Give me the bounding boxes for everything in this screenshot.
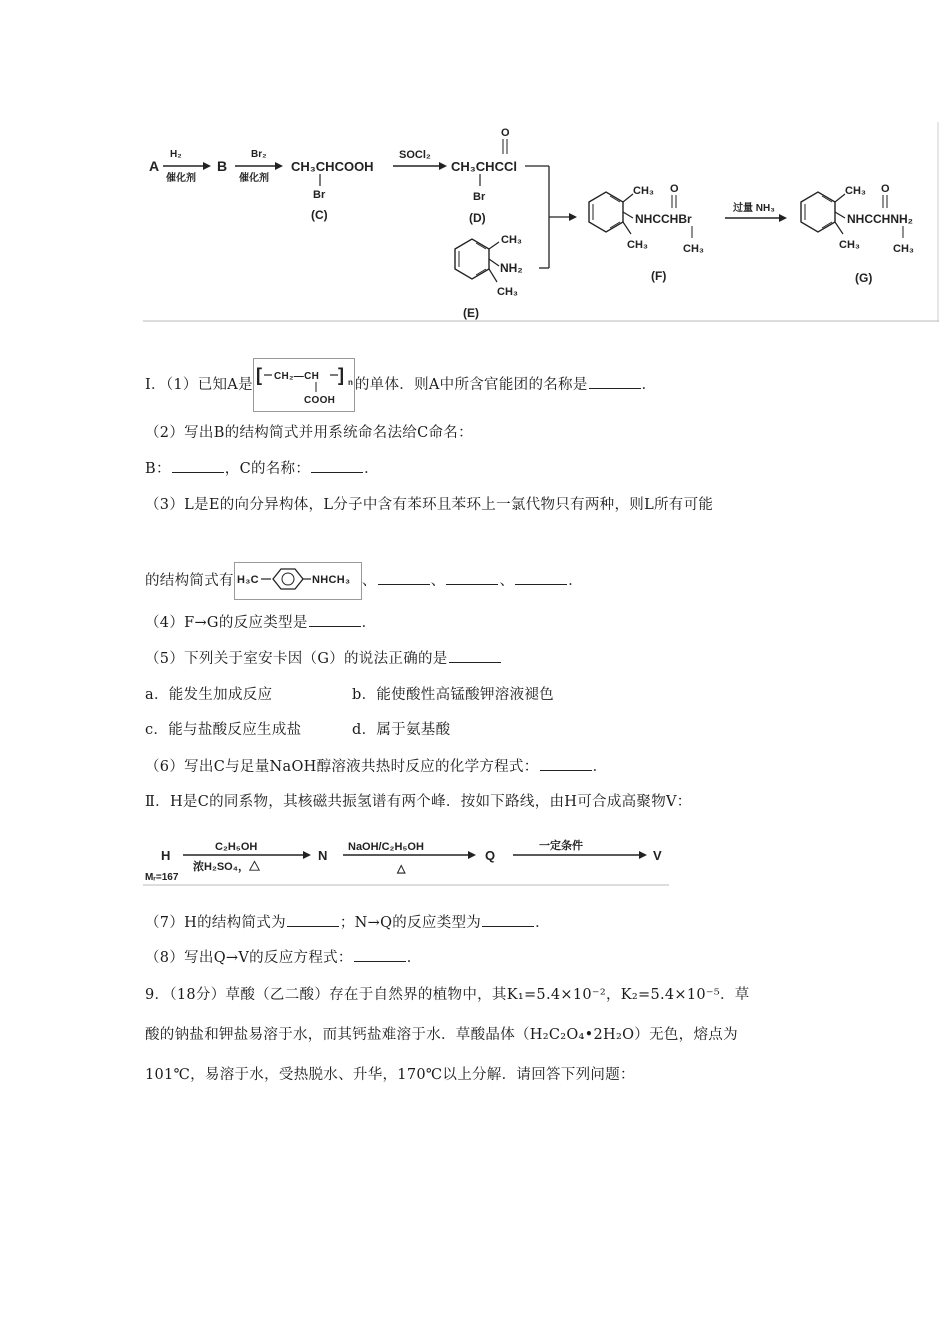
polymer-chain: CH₂—CH (273, 371, 320, 382)
question-4: （4）F→G的反应类型是 ． (145, 615, 377, 631)
question-1-text: 的单体．则A中所含官能团的名称是 (354, 377, 588, 393)
compound-d-formula: CH₃CHCCl (451, 159, 517, 174)
svg-text:[: [ (255, 365, 263, 385)
route-n: N (318, 848, 328, 863)
compound-g-ch3-bot: CH₃ (839, 239, 860, 251)
route-reagent-3-top: 一定条件 (539, 840, 583, 852)
compound-f-oxygen: O (670, 183, 679, 195)
compound-b: B (217, 158, 228, 174)
polymer-structure (253, 358, 355, 412)
compound-g-chain: NHCCHNH₂ (847, 212, 913, 226)
compound-c-label: (C) (311, 208, 328, 222)
question-9-line-1: 9．（18分）草酸（乙二酸）存在于自然界的植物中，其K₁=5.4×10⁻²，K₂=5.4×10⁻⁵．草 (145, 987, 750, 1003)
option-b: b．能使酸性高锰酸钾溶液褪色 (352, 687, 554, 703)
reagent-socl2: SOCl₂ (399, 149, 431, 161)
route-reagent-2-bottom: △ (397, 863, 406, 875)
option-d: d．属于氨基酸 (352, 722, 451, 738)
option-a: a．能发生加成反应 (145, 687, 273, 703)
compound-d-label: (D) (469, 211, 486, 225)
compound-f-ch3-top: CH₃ (633, 185, 654, 197)
answer-blank[interactable] (378, 583, 430, 585)
option-c: c．能与盐酸反应生成盐 (145, 722, 302, 738)
polymer-cooh: COOH (303, 395, 336, 406)
answer-blank[interactable] (540, 769, 592, 771)
compound-g-oxygen: O (881, 183, 890, 195)
compound-g-ch3-side: CH₃ (893, 243, 914, 255)
reagent-excess-nh3: 过量 NH₃ (733, 203, 775, 214)
question-9-line-2: 酸的钠盐和钾盐易溶于水，而其钙盐难溶于水．草酸晶体（H₂C₂O₄•2H₂O）无色，熔点为 (145, 1027, 738, 1043)
para-substituted-ring-structure (234, 562, 362, 600)
compound-g-ch3-top: CH₃ (845, 185, 866, 197)
ring-right-group: NHCH₃ (311, 574, 351, 586)
compound-f-ch3-bot: CH₃ (627, 239, 648, 251)
question-2-answer: B： ，C的名称： ． (145, 461, 379, 477)
compound-d-br: Br (473, 191, 486, 203)
question-6: （6）写出C与足量NaOH醇溶液共热时反应的化学方程式： ． (145, 759, 608, 775)
question-5: （5）下列关于室安卡因（G）的说法正确的是 (145, 647, 502, 668)
route-mr: Mᵣ=167 (145, 872, 179, 883)
compound-e-ch3-bot: CH₃ (497, 286, 518, 298)
reagent-h2: H₂ (170, 149, 182, 160)
route-reagent-1-bottom: 浓H₂SO₄，△ (193, 861, 260, 873)
answer-blank[interactable] (515, 583, 567, 585)
compound-a: A (149, 158, 160, 174)
question-3-answer: 的结构简式有 H₃C NHCH₃ 、 、 、 ． (145, 562, 583, 600)
question-3: （3）L是E的向分异构体，L分子中含有苯环且苯环上一氯代物只有两种，则L所有可能 (145, 497, 714, 513)
catalyst-1: 催化剂 (166, 173, 196, 184)
route-q: Q (485, 848, 496, 863)
question-1-prefix: Ⅰ．（1）已知A是 (145, 377, 253, 393)
polymer-n: n (347, 378, 354, 387)
svg-text:]: ] (337, 365, 345, 385)
compound-f-chain: NHCCHBr (635, 212, 692, 226)
route-h: H (161, 848, 171, 863)
route-reagent-1-top: C₂H₅OH (215, 841, 258, 853)
answer-blank[interactable] (446, 583, 498, 585)
route-v: V (653, 848, 662, 863)
compound-f-label: (F) (651, 269, 667, 283)
compound-g-label: (G) (855, 271, 873, 285)
answer-blank[interactable] (354, 960, 406, 962)
compound-f-ch3-side: CH₃ (683, 243, 704, 255)
question-7: （7）H的结构简式为 ；N→Q的反应类型为 ． (145, 915, 550, 931)
compound-c-formula: CH₃CHCOOH (291, 159, 374, 174)
synthesis-route-h-to-v (143, 826, 669, 886)
question-1: Ⅰ．（1）已知A是 [ CH₂—CH ] n COOH 的单体．则A中所含官能团的名称是 ． (145, 358, 656, 412)
answer-blank[interactable] (449, 661, 501, 663)
compound-c-br: Br (313, 189, 326, 201)
ring-left-group: H₃C (236, 574, 259, 586)
route-reagent-2-top: NaOH/C₂H₅OH (348, 841, 424, 853)
synthesis-scheme (143, 122, 939, 322)
answer-blank[interactable] (309, 625, 361, 627)
answer-blank[interactable] (311, 471, 363, 473)
reagent-br2: Br₂ (251, 149, 267, 160)
answer-blank[interactable] (172, 471, 224, 473)
compound-e-label: (E) (463, 306, 479, 320)
question-9-line-3: 101℃，易溶于水，受热脱水、升华，170℃以上分解．请回答下列问题： (145, 1067, 635, 1083)
answer-blank[interactable] (589, 387, 641, 389)
compound-e-ch3-top: CH₃ (501, 234, 522, 246)
question-2: （2）写出B的结构简式并用系统命名法给C命名： (145, 425, 473, 441)
answer-blank[interactable] (482, 925, 534, 927)
catalyst-2: 催化剂 (239, 173, 269, 184)
answer-blank[interactable] (287, 925, 339, 927)
question-II-intro: Ⅱ．H是C的同系物，其核磁共振氢谱有两个峰．按如下路线，由H可合成高聚物V： (145, 794, 692, 810)
compound-d-oxygen: O (501, 127, 510, 139)
question-8: （8）写出Q→V的反应方程式： ． (145, 950, 422, 966)
compound-e-nh2: NH₂ (500, 261, 523, 275)
